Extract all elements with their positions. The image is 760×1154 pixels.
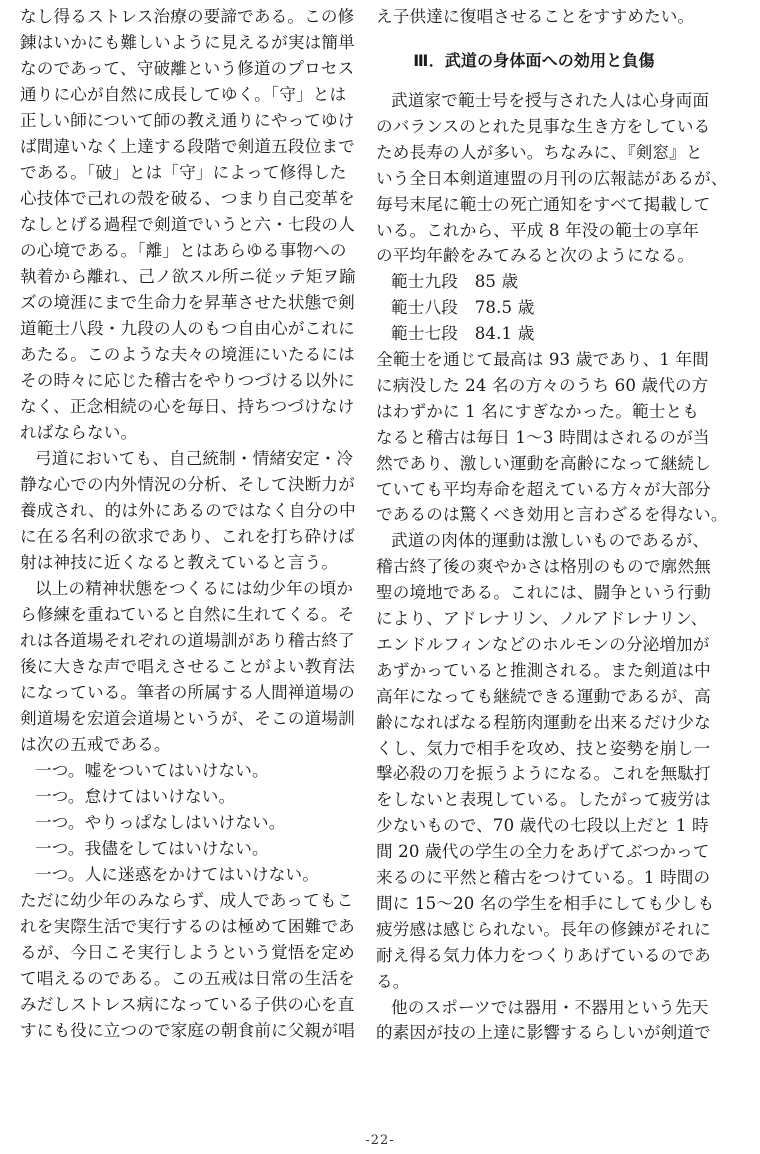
text-line: 耐え得る気力体力をつくりあげているのであ [376,945,711,965]
text-line: なし得るストレス治療の要諦である。この修 [20,7,355,26]
text-line: 稽古終了後の爽やかさは格別のもので廓然無 [376,557,711,577]
text-line: 後に大きな声で唱えさせることがよい教育法 [20,657,355,676]
text-line: である。「破」とは「守」によって修得した [20,163,347,182]
text-line: 他のスポーツでは器用・不器用という先天 [391,997,709,1017]
text-line: 心技体で己れの殻を破る、つまり自己変革を [20,189,355,208]
text-line: ていても平均寿命を超えている方々が大部分 [376,479,711,499]
text-line: その時々に応じた稽古をやりつづける以外に [20,371,355,390]
text-line: であるのは驚くべき効用と言わざるを得ない。 [376,505,728,525]
text-line: いる。これから、平成 8 年没の範士の享年 [376,220,699,240]
text-line: なしとげる過程で剣道でいうと六・七段の人 [20,215,355,234]
text-line: 一つ。やりっぱなしはいけない。 [35,813,286,832]
text-line: ただに幼少年のみならず、成人であってもこ [20,891,354,910]
text-line: 範士七段 84.1 歳 [391,324,535,344]
text-line: 撃必殺の刀を振うようになる。これを無駄打 [376,764,711,784]
text-line: 一つ。嘘をついてはいけない。 [35,761,269,780]
text-line: ればならない。 [20,423,138,442]
text-line: に病没した 24 名の方々のうち 60 歳代の方 [376,375,709,395]
text-line: になっている。筆者の所属する人間禅道場の [20,683,355,702]
text-line: れは各道場それぞれの道場訓があり稽古終了 [20,631,355,650]
page-number: -22- [365,1133,395,1148]
text-line: 正しい師について師の教え通りにやってゆけ [20,111,355,130]
text-line: え子供達に復唱させることをすすめたい。 [376,7,695,26]
text-line: れを実際生活で実行するのは極めて困難であ [20,917,355,936]
text-line: の心境である。「離」とはあらゆる事物への [20,241,347,260]
text-line: 錬はいかにも難しいように見えるが実は簡単 [20,33,355,52]
text-line: 範士八段 78.5 歳 [391,298,535,318]
text-line: あたる。このような夫々の境涯にいたるには [20,345,355,364]
text-line: 一つ。我儘をしてはいけない。 [35,839,269,858]
text-line: ズの境涯にまで生命力を昇華させた状態で剣 [20,293,355,312]
text-line: 範士九段 85 歳 [391,272,519,292]
text-line: る。 [376,971,410,991]
text-line: 聖の境地である。これには、闘争という行動 [376,583,711,603]
text-line: 武道の肉体的運動は激しいものであるが、 [391,531,710,551]
text-line: なく、正念相続の心を毎日、持ちつづけなけ [20,397,355,416]
text-line: 道範士八段・九段の人のもつ自由心がこれに [20,319,355,338]
text-line: るが、今日こそ実行しようという覚悟を定め [20,943,355,962]
text-line: により、アドレナリン、ノルアドレナリン、 [376,609,708,628]
text-line: なのであって、守破離という修道のプロセス [20,59,355,78]
text-line: エンドルフィンなどのホルモンの分泌増加が [376,634,710,654]
text-line: あずかっていると推測される。また剣道は中 [376,660,711,680]
text-line: 間に 15～20 名の学生を相手にしても少しも [376,893,715,913]
text-line: は次の五戒である。 [20,735,171,754]
text-line: 養成され、的は外にあるのではなく自分の中 [20,501,356,520]
text-line: みだしストレス病になっている子供の心を直 [20,995,355,1014]
text-line: 剣道場を宏道会道場というが、そこの道場訓 [20,709,355,728]
text-line: 高年になっても継続できる運動であるが、高 [376,686,711,706]
text-line: 来るのに平然と稽古をつけている。1 時間の [376,868,711,887]
text-line: 的素因が技の上達に影響するらしいが剣道で [376,1023,711,1043]
text-line: 疲労感は感じられない。長年の修錬がそれに [376,919,711,939]
text-line: 武道家で範士号を授与された人は心身両面 [391,91,710,110]
text-line: 齢になればなる程筋肉運動を出来るだけ少な [376,712,711,732]
text-line: に在る名利の欲求であり、これを打ち砕けば [20,527,355,546]
text-line: て唱えるのである。この五戒は日常の生活を [20,969,355,988]
text-line: 然であり、激しい運動を高齢になって継続し [376,453,711,473]
text-line: ば間違いなく上達する段階で剣道五段位まで [20,137,355,156]
text-line: 少ないもので、70 歳代の七段以上だと 1 時 [376,816,709,836]
text-line: くし、気力で相手を攻め、技と姿勢を崩し一 [376,738,711,758]
text-line: ら修練を重ねていると自然に生れてくる。そ [20,605,355,624]
text-line: 一つ。怠けてはいけない。 [35,787,236,806]
text-line: すにも役に立つので家庭の朝食前に父親が唱 [20,1021,355,1040]
text-line: いう全日本剣道連盟の月刊の広報誌があるが、 [376,168,728,188]
text-line: のバランスのとれた見事な生き方をしている [376,116,711,136]
text-line: 間 20 歳代の学生の全力をあげてぶつかって [376,842,710,862]
text-line: 弓道においても、自己統制・情緒安定・冷 [35,449,354,468]
text-line: 毎号末尾に範士の死亡通知をすべて掲載して [376,194,711,214]
text-line: なると稽古は毎日 1～3 時間はされるのが当 [376,427,710,447]
text-line: ため長寿の人が多い。ちなみに、『剣窓』と [376,142,703,162]
text-line: をしないと表現している。したがって疲労は [376,790,711,810]
text-line: 射は神技に近くなると教えていると言う。 [20,553,339,572]
text-line: 静な心での内外情況の分析、そして決断力が [20,475,355,494]
text-line: 以上の精神状態をつくるには幼少年の頃か [35,579,354,598]
text-line: の平均年齢をみてみると次のようになる。 [376,246,695,266]
section-heading: Ⅲ．武道の身体面への効用と負傷 [413,51,655,70]
text-line: 一つ。人に迷惑をかけてはいけない。 [35,865,319,884]
text-line: 全範士を通じて最高は 93 歳であり、1 年間 [376,350,710,369]
text-line: 通りに心が自然に成長してゆく。「守」とは [20,85,347,104]
text-line: 執着から離れ、己ノ欲スル所ニ従ッテ矩ヲ踰 [20,267,356,286]
text-line: はわずかに 1 名にすぎなかった。範士とも [376,401,699,421]
